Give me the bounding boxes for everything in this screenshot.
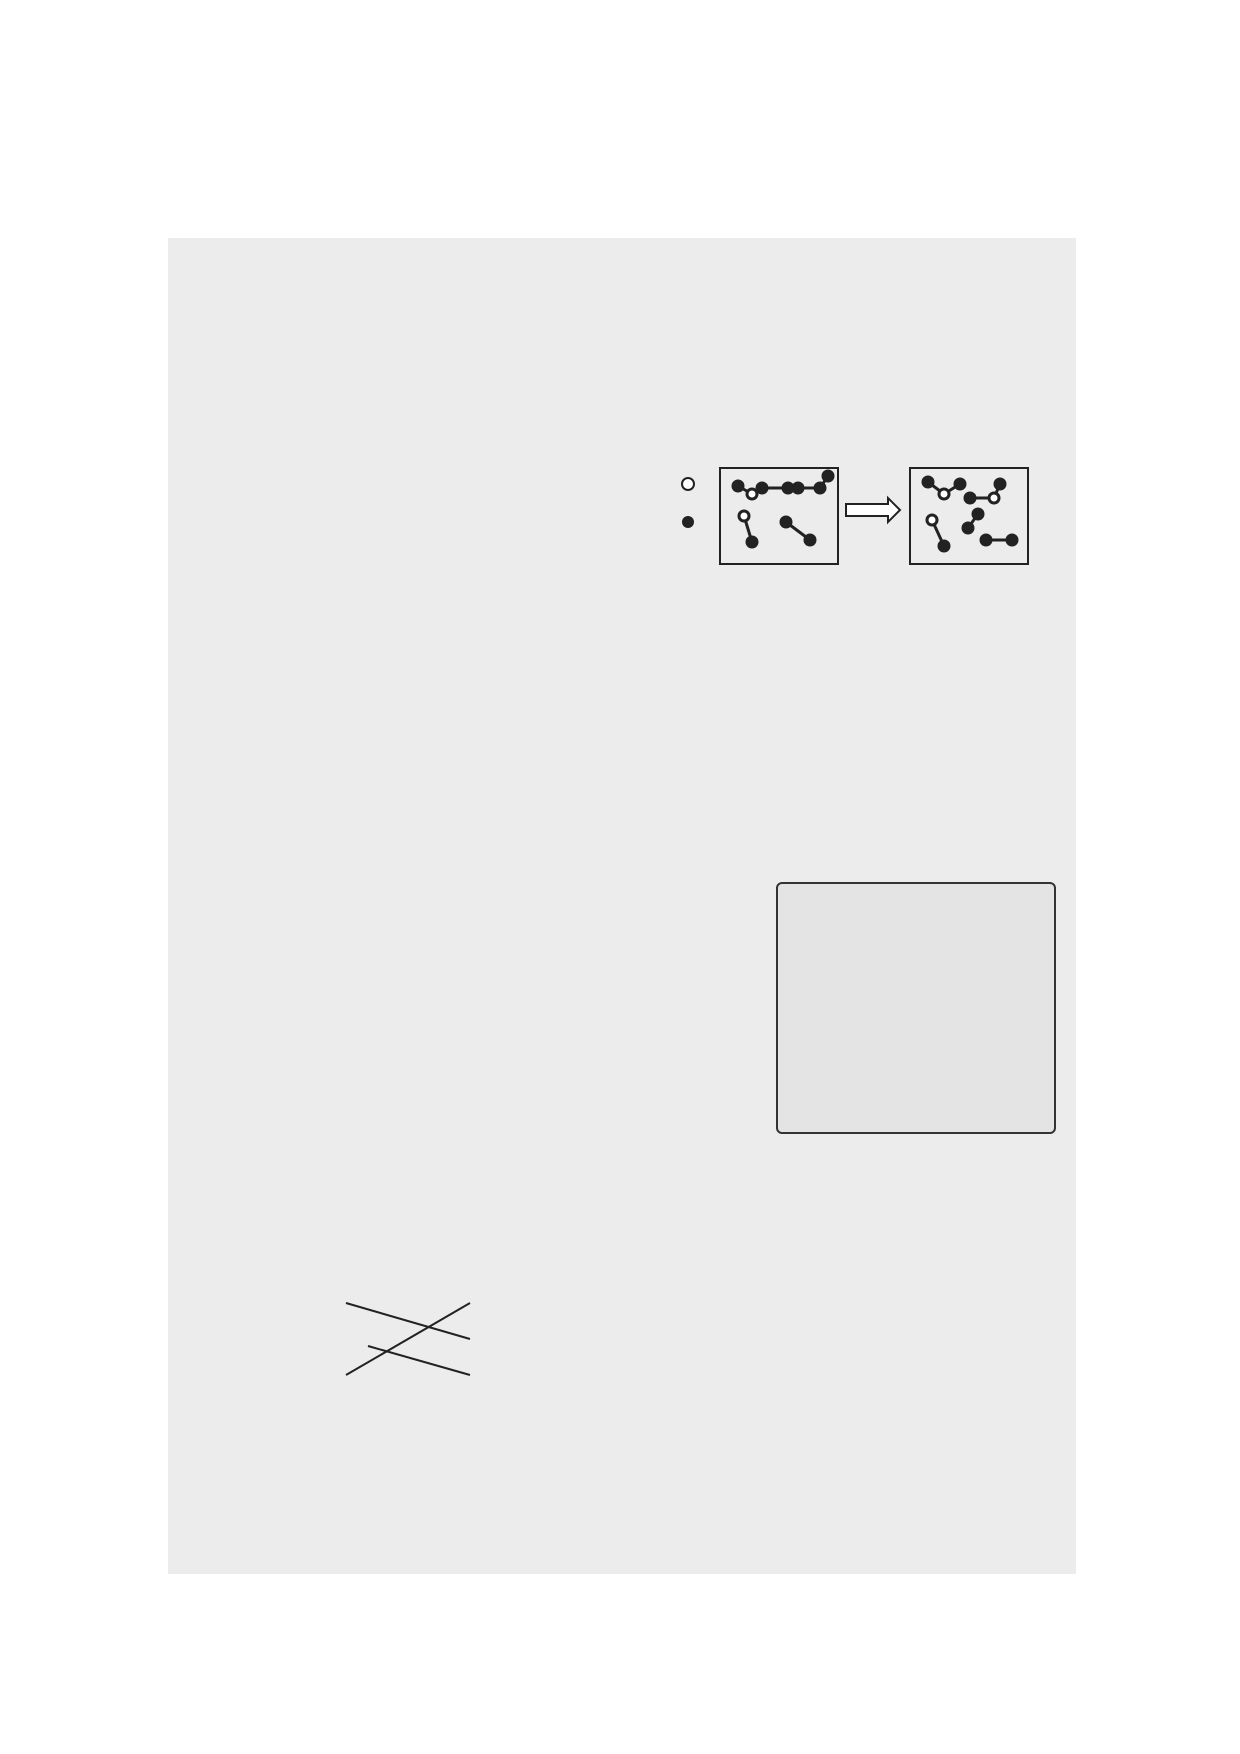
match-line-c (368, 1346, 470, 1375)
page-footer (0, 1640, 1240, 1670)
question-15-part-2 (224, 374, 1048, 408)
question-18-line-1 (196, 850, 726, 884)
question-15-part-3 (224, 408, 1048, 442)
info-line-8 (808, 1106, 1046, 1132)
question-18-line-2 (196, 884, 726, 918)
question-17-part-2-options (256, 714, 1048, 748)
question-19-part-3 (224, 1442, 1048, 1476)
match-line-b (346, 1303, 470, 1375)
exam-sheet (168, 238, 1076, 1574)
after-molecules (923, 477, 1017, 551)
info-line-5 (808, 1034, 1046, 1060)
reaction-arrow (846, 498, 900, 522)
question-17-stem (196, 578, 1048, 612)
question-17-part-1 (224, 612, 1048, 646)
question-18-part-4-cont (224, 1122, 726, 1156)
before-molecules (733, 471, 833, 547)
question-18-part-3 (224, 1054, 726, 1088)
question-17-part-2 (224, 680, 1048, 714)
question-15-options (256, 306, 1048, 340)
match-line-a (346, 1303, 470, 1339)
info-line-3 (808, 982, 1046, 1008)
question-17-part-3-line-1 (224, 748, 1048, 782)
question-16-stem (196, 442, 726, 476)
question-18-line-3 (196, 918, 726, 952)
question-18-part-2-cont (224, 1020, 726, 1054)
info-line-1 (792, 930, 1046, 956)
oxygen-legend-dot (682, 516, 694, 528)
carbon-legend-dot (682, 478, 694, 490)
question-18-part-4 (224, 1088, 726, 1122)
question-19-part-2 (224, 1408, 1048, 1442)
question-15-stem (196, 272, 1048, 306)
sheet-footer (168, 1530, 1076, 1564)
matching-lines (218, 1252, 838, 1402)
question-19-part-4 (224, 1476, 1048, 1510)
question-19-stem (196, 1156, 1048, 1190)
matching-diagram (218, 1252, 838, 1402)
question-19-part-1 (224, 1190, 1048, 1224)
section-heading (196, 238, 1048, 272)
question-17-part-1-options (256, 646, 1048, 680)
info-line-2 (808, 956, 1046, 982)
info-line-6 (792, 1060, 1046, 1086)
question-18-part-2 (224, 986, 726, 1020)
question-17-part-3-line-2 (224, 782, 1048, 816)
question-18-part-1 (224, 952, 726, 986)
product-info-box (776, 882, 1056, 1134)
question-15-part-1 (224, 340, 1048, 374)
product-name (778, 892, 1054, 922)
info-line-4 (792, 1008, 1046, 1034)
